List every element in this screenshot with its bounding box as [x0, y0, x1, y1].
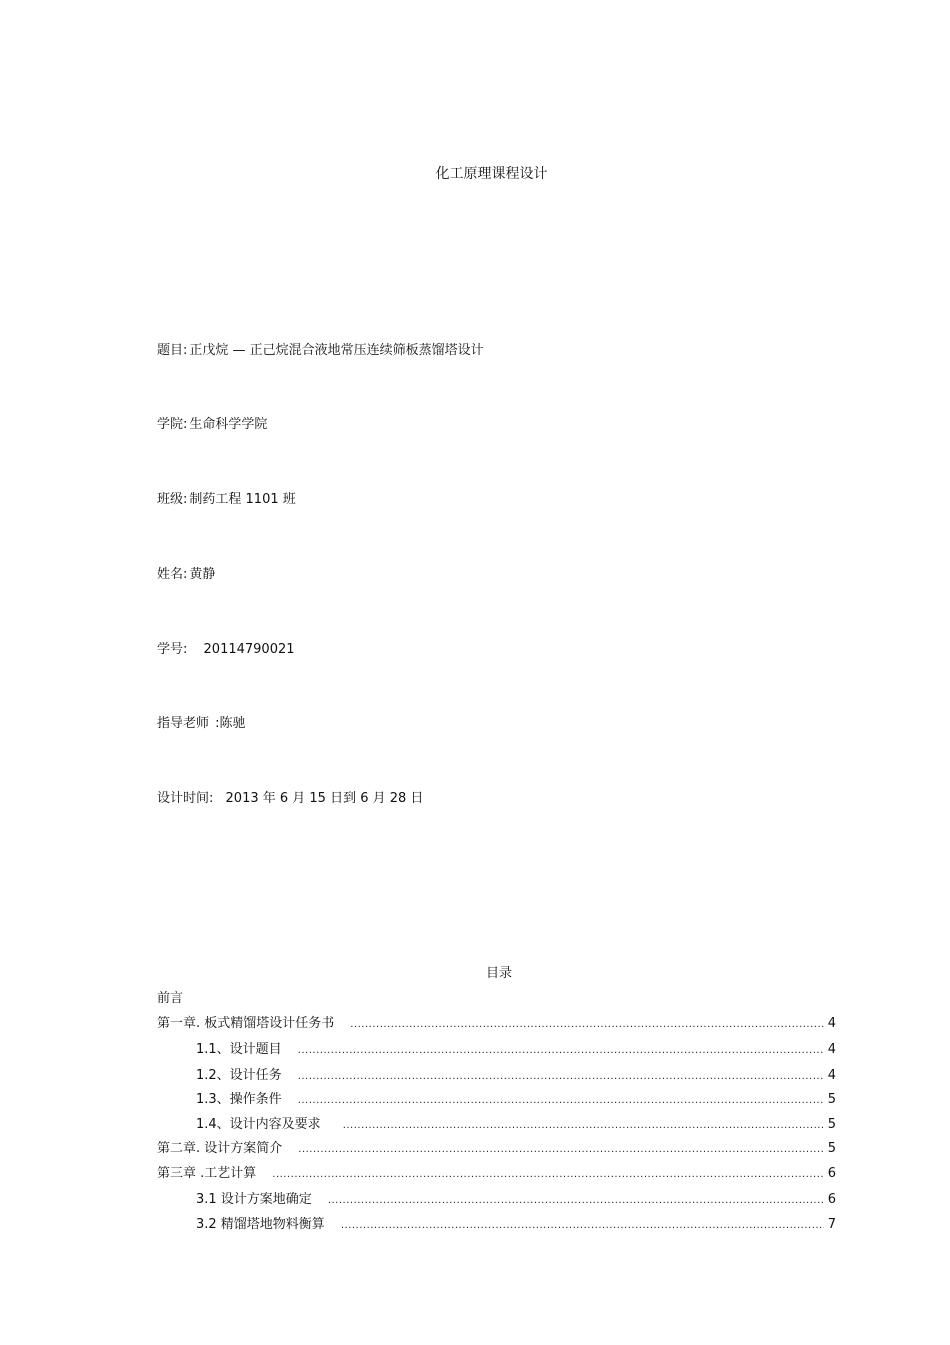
- toc-entry-label: 1.3、操作条件: [196, 1092, 282, 1107]
- document-title: 化工原理课程设计: [435, 166, 548, 182]
- student-id-value: 20114790021: [199, 642, 295, 657]
- toc-entry[interactable]: [196, 1113, 836, 1131]
- toc-leader-dots: [298, 1071, 824, 1082]
- college-value: 生命科学学院: [189, 417, 268, 432]
- toc-heading: 目录: [485, 966, 512, 981]
- toc-entry-page: 5: [827, 1117, 836, 1132]
- advisor-value: :陈驰: [211, 716, 246, 731]
- toc-entry-page: 4: [827, 1068, 836, 1083]
- toc-entry[interactable]: [196, 1213, 836, 1231]
- toc-entry-label: 1.4、设计内容及要求: [196, 1117, 321, 1132]
- toc-leader-dots: [343, 1120, 824, 1131]
- toc-entry-label: 3.1 设计方案地确定: [196, 1192, 312, 1207]
- toc-preface: 前言: [157, 991, 184, 1006]
- toc-leader-dots: [298, 1144, 823, 1155]
- toc-entry-label: 3.2 精馏塔地物料衡算: [196, 1217, 325, 1232]
- toc-entry-label: 第一章. 板式精馏塔设计任务书: [157, 1016, 335, 1031]
- design-time-value: 2013 年 6 月 15 日到 6 月 28 日: [221, 791, 424, 806]
- topic-row: [157, 339, 484, 358]
- toc-leader-dots: [298, 1095, 824, 1106]
- toc-leader-dots: [341, 1220, 824, 1231]
- toc-leader-dots: [272, 1169, 823, 1180]
- advisor-label: 指导老师: [157, 716, 210, 731]
- toc-leader-dots: [298, 1045, 824, 1056]
- toc-entry-page: 6: [827, 1166, 836, 1181]
- college-row: [157, 413, 267, 432]
- toc-leader-dots: [350, 1019, 823, 1030]
- toc-entry-page: 4: [827, 1042, 836, 1057]
- toc-entry-page: 5: [827, 1141, 836, 1156]
- toc-entry-label: 1.2、设计任务: [196, 1068, 282, 1083]
- college-label: 学院:: [157, 417, 188, 432]
- name-row: [157, 563, 215, 582]
- toc-entry[interactable]: [196, 1188, 836, 1206]
- design-time-label: 设计时间:: [157, 791, 214, 806]
- topic-label: 题目:: [157, 343, 188, 358]
- topic-value: 正戊烷 — 正己烷混合液地常压连续筛板蒸馏塔设计: [189, 343, 484, 358]
- toc-entry[interactable]: [196, 1038, 836, 1056]
- toc-entry-page: 5: [827, 1092, 836, 1107]
- toc-entry[interactable]: [157, 1162, 836, 1180]
- design-time-row: [157, 787, 423, 806]
- class-row: [157, 488, 296, 507]
- toc-entry-page: 7: [827, 1217, 836, 1232]
- toc-entry[interactable]: [196, 1064, 836, 1082]
- toc-entry-label: 第二章. 设计方案简介: [157, 1141, 283, 1156]
- student-id-row: [157, 638, 295, 657]
- toc-entry[interactable]: [157, 1012, 836, 1030]
- advisor-row: [157, 712, 246, 731]
- class-label: 班级:: [157, 492, 188, 507]
- toc-entry-label: 1.1、设计题目: [196, 1042, 282, 1057]
- name-value: 黄静: [189, 567, 216, 582]
- toc-entry-label: 第三章 .工艺计算: [157, 1166, 257, 1181]
- class-value: 制药工程 1101 班: [189, 492, 296, 507]
- student-id-label: 学号:: [157, 642, 188, 657]
- toc-entry-page: 6: [827, 1192, 836, 1207]
- toc-entry-page: 4: [827, 1016, 836, 1031]
- toc-entry[interactable]: [196, 1088, 836, 1106]
- toc-leader-dots: [328, 1195, 824, 1206]
- toc-entry[interactable]: [157, 1137, 836, 1155]
- name-label: 姓名:: [157, 567, 188, 582]
